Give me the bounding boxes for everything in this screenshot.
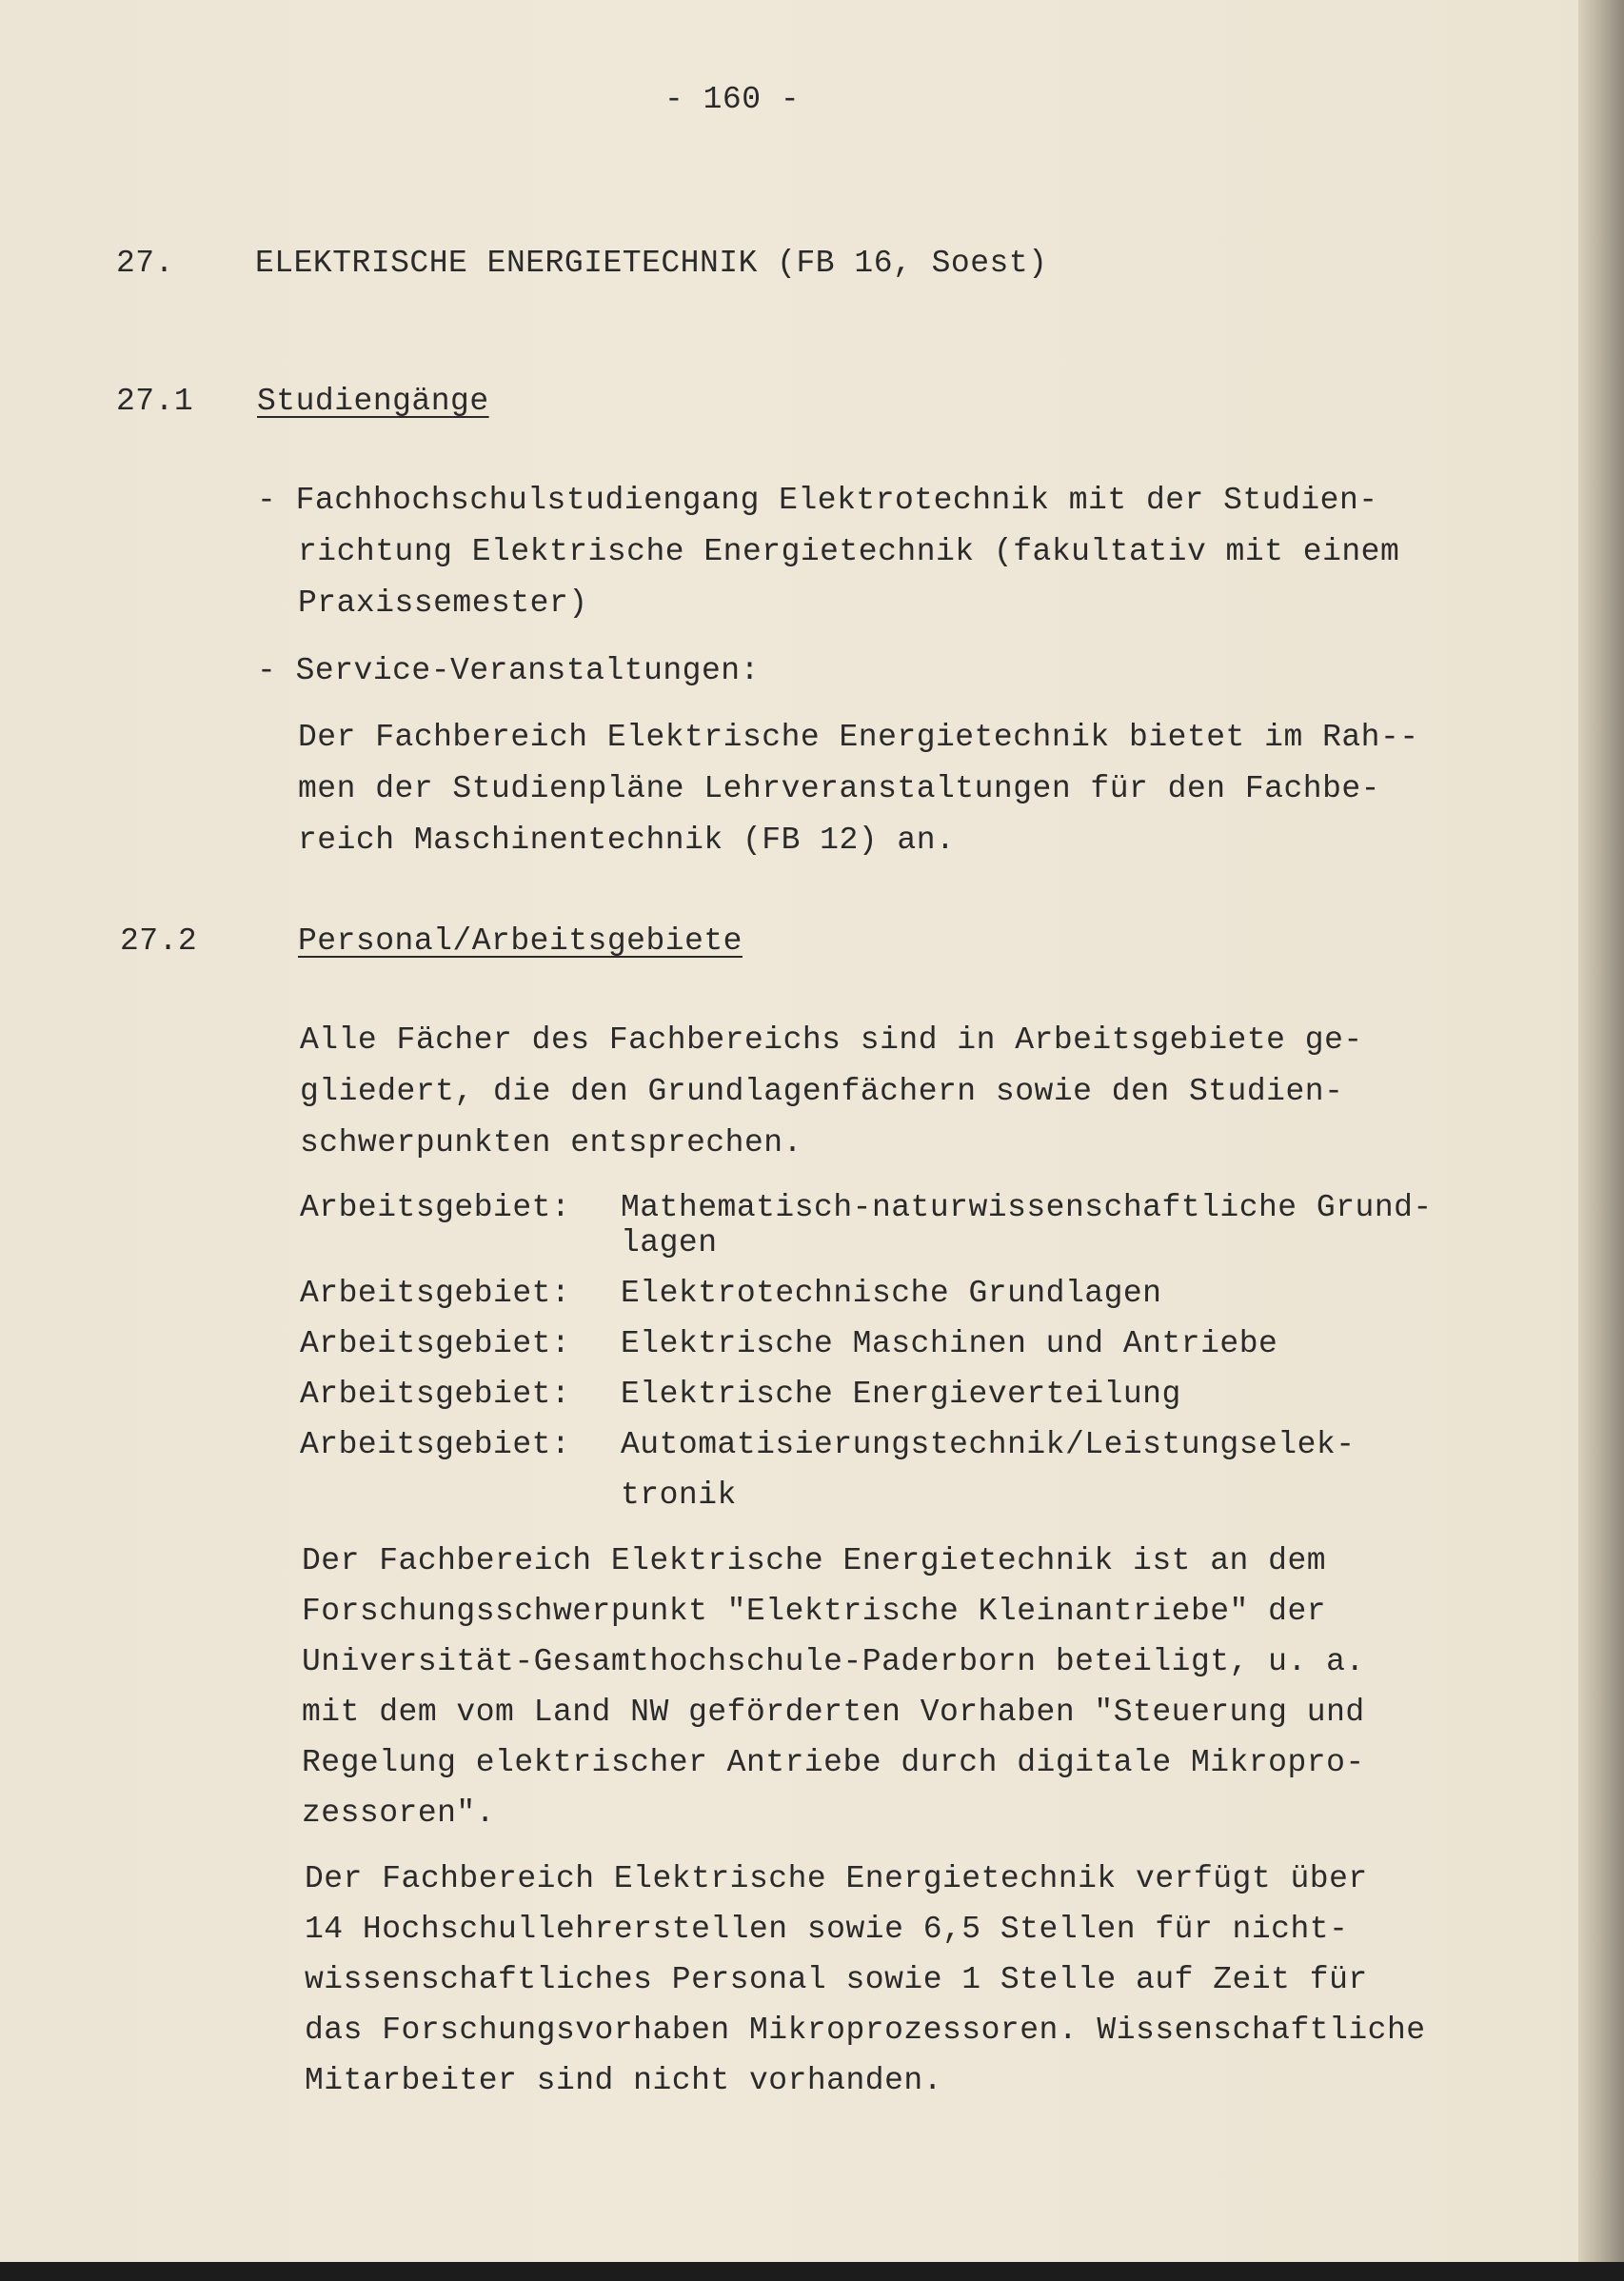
area-label: Arbeitsgebiet: — [300, 1276, 571, 1311]
area-label: Arbeitsgebiet: — [300, 1190, 571, 1225]
paragraph-line: zessoren". — [302, 1795, 496, 1831]
paragraph-line: Der Fachbereich Elektrische Energietechnik verfügt über — [305, 1861, 1368, 1896]
paragraph-line: 14 Hochschullehrerstellen sowie 6,5 Stellen für nicht- — [305, 1912, 1349, 1947]
paragraph-line: Universität-Gesamthochschule-Paderborn beteiligt, u. a. — [302, 1644, 1365, 1679]
paragraph-line: wissenschaftliches Personal sowie 1 Stelle auf Zeit für — [305, 1962, 1368, 1997]
area-value: Elektrische Energieverteilung — [621, 1377, 1181, 1412]
area-label: Arbeitsgebiet: — [300, 1326, 571, 1361]
paragraph-line: schwerpunkten entsprechen. — [300, 1125, 802, 1160]
area-value: Automatisierungstechnik/Leistungselek- — [621, 1427, 1356, 1462]
paragraph-line: Regelung elektrischer Antriebe durch digitale Mikropro- — [302, 1745, 1365, 1780]
bullet-line: richtung Elektrische Energietechnik (fakultativ mit einem — [298, 534, 1400, 569]
paragraph-line: Alle Fächer des Fachbereichs sind in Arbeitsgebiete ge- — [300, 1022, 1363, 1058]
paragraph-line: mit dem vom Land NW geförderten Vorhaben "Steuerung und — [302, 1695, 1365, 1730]
area-label: Arbeitsgebiet: — [300, 1427, 571, 1462]
area-label: Arbeitsgebiet: — [300, 1377, 571, 1412]
scan-bottom-border — [0, 2262, 1624, 2281]
paragraph-line: gliedert, die den Grundlagenfächern sowie den Studien- — [300, 1074, 1344, 1109]
paragraph-line: Der Fachbereich Elektrische Energietechnik bietet im Rah-- — [298, 720, 1419, 755]
paragraph-line: men der Studienpläne Lehrveranstaltungen für den Fachbe- — [298, 771, 1380, 806]
paragraph-line: das Forschungsvorhaben Mikroprozessoren. Wissenschaftliche — [305, 2013, 1426, 2048]
bullet-line: Praxissemester) — [298, 585, 588, 621]
area-value: Elektrotechnische Grundlagen — [621, 1276, 1162, 1311]
section-number: 27.1 — [116, 384, 194, 419]
area-value: lagen — [621, 1225, 718, 1260]
area-value: Elektrische Maschinen und Antriebe — [621, 1326, 1278, 1361]
area-value: Mathematisch-naturwissenschaftliche Grund- — [621, 1190, 1433, 1225]
paragraph-line: Der Fachbereich Elektrische Energietechnik ist an dem — [302, 1543, 1327, 1578]
section-number: 27.2 — [120, 923, 198, 959]
bullet-line: - Fachhochschulstudiengang Elektrotechnik mit der Studien- — [257, 483, 1378, 518]
paragraph-line: reich Maschinentechnik (FB 12) an. — [298, 823, 956, 858]
section-title: Personal/Arbeitsgebiete — [298, 923, 743, 959]
chapter-number: 27. — [116, 246, 174, 281]
section-title: Studiengänge — [257, 384, 489, 419]
bullet-line: - Service-Veranstaltungen: — [257, 653, 760, 688]
paragraph-line: Mitarbeiter sind nicht vorhanden. — [305, 2063, 943, 2098]
chapter-title: ELEKTRISCHE ENERGIETECHNIK (FB 16, Soest) — [255, 246, 1048, 281]
page-edge-shadow — [1578, 0, 1624, 2281]
area-value: tronik — [621, 1478, 737, 1513]
page-number: - 160 - — [664, 82, 801, 117]
paragraph-line: Forschungsschwerpunkt "Elektrische Kleinantriebe" der — [302, 1594, 1327, 1629]
